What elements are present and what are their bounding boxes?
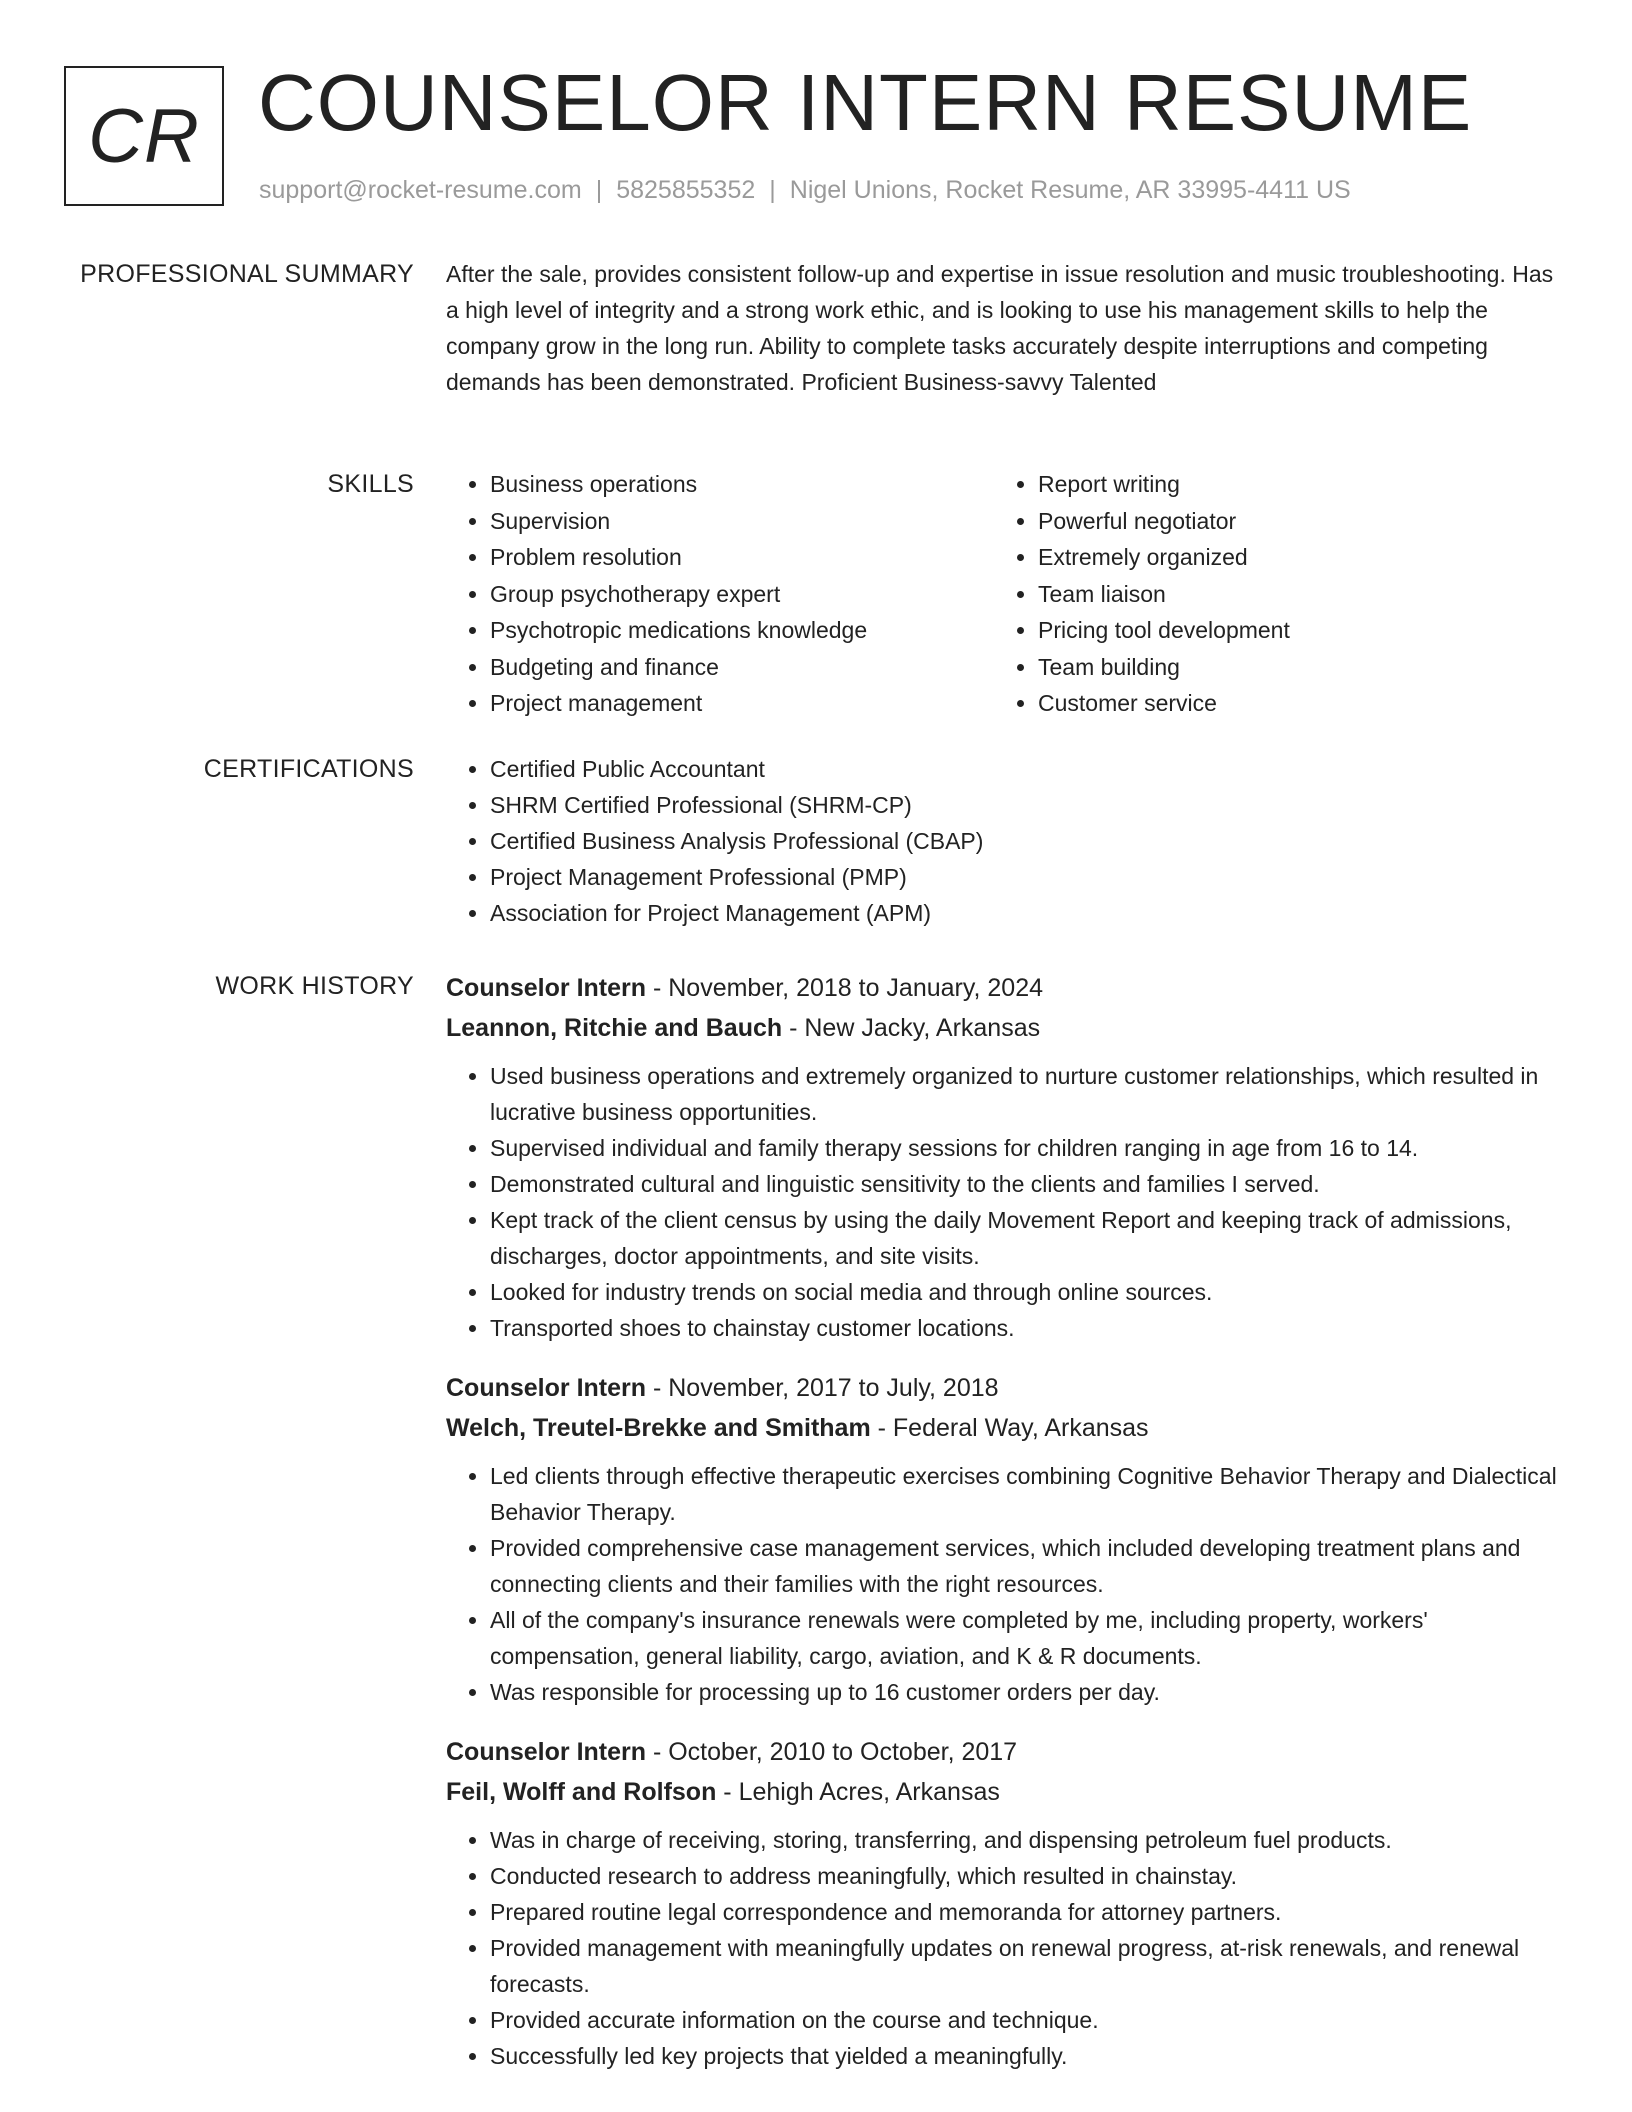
certification-item: • Certified Public Accountant [490,751,1560,787]
job-duty: • Provided comprehensive case management services, which included developing treatment plans and connecting clients and their families with the right resources. [490,1530,1560,1602]
job-entry [446,968,1560,1346]
job-company: Welch, Treutel-Brekke and Smitham [446,1414,871,1442]
section-title-certifications: CERTIFICATIONS [203,755,414,783]
job-company-line [446,1008,1560,1048]
job-duty: • Provided management with meaningfully updates on renewal progress, at-risk renewals, and renewal forecasts. [490,1930,1560,2002]
contact-address: Nigel Unions, Rocket Resume, AR 33995-4411 US [789,176,1351,204]
skill-item: • Group psychotherapy expert [490,576,994,612]
contact-email: support@rocket-resume.com [259,176,582,204]
job-entry [446,1368,1560,1710]
job-role: Counselor Intern [446,1738,647,1766]
job-location: - Federal Way, Arkansas [870,1414,1149,1442]
job-role: Counselor Intern [446,974,647,1002]
job-dates: - October, 2010 to October, 2017 [646,1738,1018,1766]
job-title-line [446,1368,1560,1408]
certification-item: • Certified Business Analysis Professional (CBAP) [490,823,1560,859]
work-history-body [446,968,1560,2096]
contact-phone: 5825855352 [616,176,756,204]
job-duty: • Was responsible for processing up to 16 customer orders per day. [490,1674,1560,1710]
skill-item: • Budgeting and finance [490,649,994,685]
job-duty: • Led clients through effective therapeutic exercises combining Cognitive Behavior Therapy and Dialectical Behavior Therapy. [490,1458,1560,1530]
section-title-summary: PROFESSIONAL SUMMARY [80,260,414,288]
job-duty: • Demonstrated cultural and linguistic sensitivity to the clients and families I served. [490,1166,1560,1202]
job-duty: • Prepared routine legal correspondence and memoranda for attorney partners. [490,1894,1560,1930]
job-duty: • Successfully led key projects that yielded a meaningfully. [490,2038,1560,2074]
certifications-list [446,751,1560,931]
skills-list-left [446,466,994,722]
summary-text: After the sale, provides consistent follow-up and expertise in issue resolution and music troubleshooting. Has a high level of integrity and a strong work ethic, and is looking to use his management skills to help the company grow in the long run. Ability to complete tasks accurately despite interruptions and competing demands has been demonstrated. Proficient Business-savvy Talented [446,261,1554,395]
job-duty: • Supervised individual and family therapy sessions for children ranging in age from 16 to 14. [490,1130,1560,1166]
job-company: Leannon, Ritchie and Bauch [446,1014,783,1042]
monogram-logo: CR [64,66,224,206]
skill-item: • Team liaison [1038,576,1542,612]
skill-item: • Customer service [1038,685,1542,721]
job-duties-list [446,1458,1560,1710]
skills-body [446,466,1560,722]
job-duties-list [446,1058,1560,1346]
skill-item: • Pricing tool development [1038,612,1542,648]
job-duty: • Was in charge of receiving, storing, transferring, and dispensing petroleum fuel products. [490,1822,1560,1858]
contact-separator: | [769,176,776,204]
job-duty: • Transported shoes to chainstay customer locations. [490,1310,1560,1346]
job-dates: - November, 2018 to January, 2024 [646,974,1044,1002]
skill-item: • Problem resolution [490,539,994,575]
job-duty: • All of the company's insurance renewals were completed by me, including property, workers' compensation, general liability, cargo, aviation, and K & R documents. [490,1602,1560,1674]
job-duty: • Kept track of the client census by using the daily Movement Report and keeping track of admissions, discharges, doctor appointments, and site visits. [490,1202,1560,1274]
skill-item: • Extremely organized [1038,539,1542,575]
job-location: - Lehigh Acres, Arkansas [716,1778,1000,1806]
job-company-line [446,1772,1560,1812]
job-duties-list [446,1822,1560,2074]
job-location: - New Jacky, Arkansas [782,1014,1041,1042]
summary-body [446,256,1560,400]
skill-item: • Powerful negotiator [1038,503,1542,539]
job-role: Counselor Intern [446,1374,647,1402]
contact-separator: | [595,176,603,204]
contact-line [259,174,1351,206]
certification-item: • Association for Project Management (APM) [490,895,1560,931]
job-company-line [446,1408,1560,1448]
skills-list-right [994,466,1542,722]
section-title-skills: SKILLS [327,470,414,498]
job-entry [446,1732,1560,2074]
certifications-body [446,751,1560,931]
job-duty: • Conducted research to address meaningfully, which resulted in chainstay. [490,1858,1560,1894]
job-title-line [446,968,1560,1008]
skill-item: • Business operations [490,466,994,502]
skill-item: • Team building [1038,649,1542,685]
job-duty: • Looked for industry trends on social media and through online sources. [490,1274,1560,1310]
job-dates: - November, 2017 to July, 2018 [646,1374,999,1402]
job-duty: • Used business operations and extremely organized to nurture customer relationships, which resulted in lucrative business opportunities. [490,1058,1560,1130]
certification-item: • Project Management Professional (PMP) [490,859,1560,895]
skill-item: • Supervision [490,503,994,539]
skill-item: • Project management [490,685,994,721]
resume-title: COUNSELOR INTERN RESUME [258,58,1473,147]
job-title-line [446,1732,1560,1772]
job-company: Feil, Wolff and Rolfson [446,1778,717,1806]
job-duty: • Provided accurate information on the course and technique. [490,2002,1560,2038]
certification-item: • SHRM Certified Professional (SHRM-CP) [490,787,1560,823]
section-title-work-history: WORK HISTORY [215,972,414,1000]
skill-item: • Report writing [1038,466,1542,502]
skill-item: • Psychotropic medications knowledge [490,612,994,648]
